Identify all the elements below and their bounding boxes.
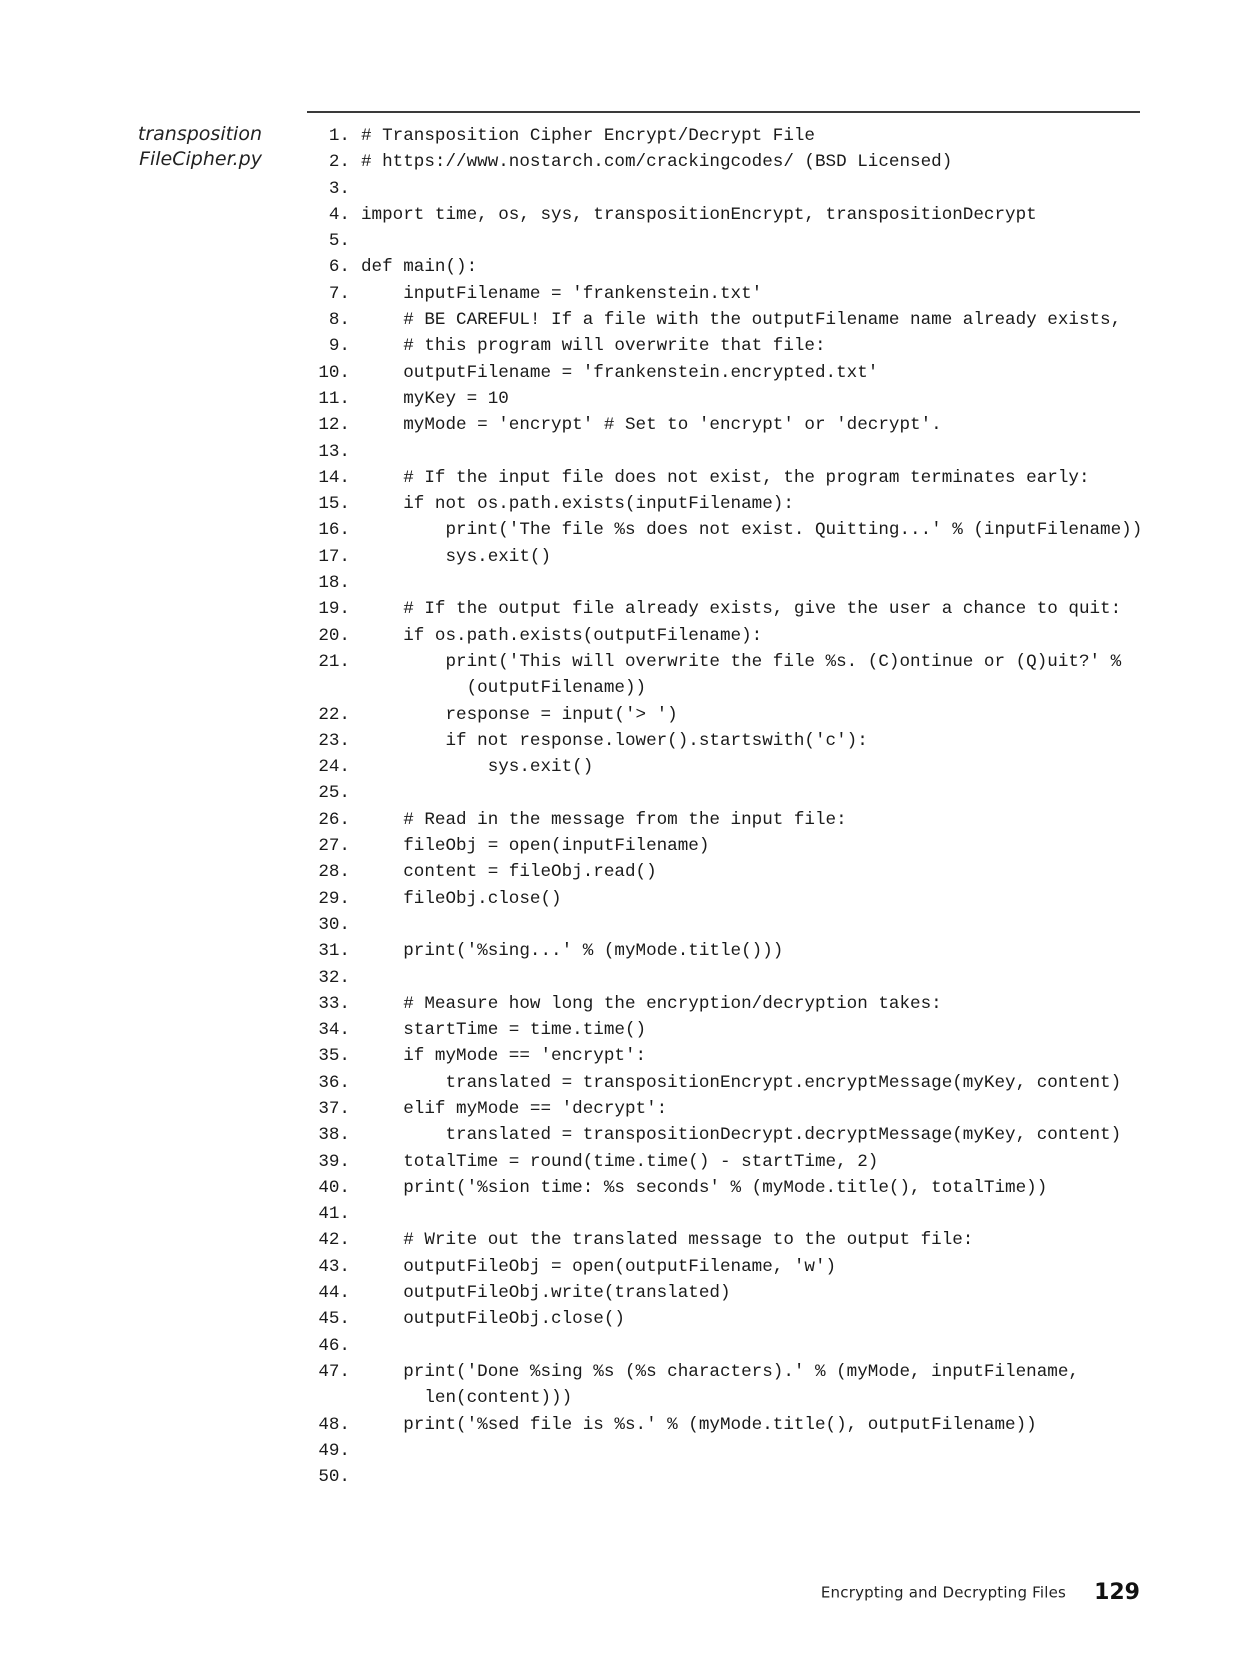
line-number: 35.: [318, 1046, 350, 1067]
line-text: inputFilename = 'frankenstein.txt': [361, 283, 763, 304]
line-number: 33.: [318, 993, 350, 1014]
code-line: [300, 1227, 1160, 1253]
line-text: content = fileObj.read(): [361, 862, 657, 883]
line-text: outputFileObj.close(): [361, 1309, 625, 1330]
code-line: [300, 544, 1160, 570]
line-source: [350, 1149, 878, 1175]
line-source: [350, 465, 1090, 491]
line-number: 18.: [318, 573, 350, 594]
code-line: [300, 780, 1160, 806]
line-number: 47.: [318, 1361, 350, 1382]
line-source: [350, 807, 847, 833]
line-source: [350, 360, 878, 386]
code-line: [300, 570, 1160, 596]
running-footer-chapter-title: Encrypting and Decrypting Files: [820, 1583, 1067, 1602]
code-line: [300, 517, 1160, 543]
line-text: print('%sed file is %s.' % (myMode.title(), outputFilename)): [361, 1414, 1037, 1435]
code-line: [300, 1201, 1160, 1227]
filename-line-1: transposition: [137, 123, 262, 145]
line-number: 21.: [318, 651, 350, 672]
line-number: 39.: [318, 1151, 350, 1172]
line-text: # https://www.nostarch.com/crackingcodes/ (BSD Licensed): [361, 152, 953, 173]
line-number: 11.: [318, 388, 350, 409]
code-line: [300, 1043, 1160, 1069]
code-line: [300, 807, 1160, 833]
line-number: 27.: [318, 836, 350, 857]
line-source: [350, 649, 1121, 702]
line-source: [350, 1464, 361, 1490]
line-number: 48.: [318, 1414, 350, 1435]
line-source: [350, 991, 942, 1017]
code-line: [300, 886, 1160, 912]
line-text: if myMode == 'encrypt':: [361, 1046, 647, 1067]
line-source: [350, 859, 657, 885]
line-text: outputFileObj.write(translated): [361, 1283, 731, 1304]
line-source: [350, 1412, 1037, 1438]
code-line: [300, 1333, 1160, 1359]
line-source: [350, 570, 361, 596]
line-number: 40.: [318, 1177, 350, 1198]
code-line: [300, 149, 1160, 175]
code-line: [300, 1280, 1160, 1306]
line-continuation: (outputFilename)): [361, 678, 647, 699]
line-text: # Read in the message from the input file:: [361, 809, 847, 830]
line-number: 46.: [318, 1335, 350, 1356]
line-number: 1.: [328, 126, 350, 146]
line-number: 14.: [318, 467, 350, 488]
code-line: [300, 360, 1160, 386]
line-text: print('Done %sing %s (%s characters).' % (myMode, inputFilename,: [361, 1361, 1079, 1382]
line-number: 24.: [318, 757, 350, 778]
line-source: [350, 412, 942, 438]
line-text: # this program will overwrite that file:: [361, 336, 826, 357]
line-text: fileObj = open(inputFilename): [361, 836, 710, 857]
line-number: 25.: [318, 783, 350, 804]
code-line: [300, 623, 1160, 649]
line-source: [350, 1122, 1121, 1148]
line-source: [350, 149, 952, 175]
filename-line-2: FileCipher.py: [139, 148, 262, 170]
line-source: [350, 833, 709, 859]
line-text: sys.exit(): [361, 757, 594, 778]
line-text: import time, os, sys, transpositionEncrypt, transpositionDecrypt: [361, 204, 1037, 225]
line-number: 50.: [318, 1467, 350, 1488]
line-source: [350, 623, 762, 649]
line-text: # If the output file already exists, give the user a chance to quit:: [361, 599, 1122, 620]
line-text: if not os.path.exists(inputFilename):: [361, 494, 794, 515]
line-source: [350, 1333, 361, 1359]
line-text: print('This will overwrite the file %s. (C)ontinue or (Q)uit?' %: [361, 651, 1122, 672]
line-number: 2.: [328, 152, 350, 173]
line-source: [350, 1227, 973, 1253]
line-source: [350, 333, 826, 359]
line-source: [350, 1280, 731, 1306]
line-source: [350, 1175, 1047, 1201]
line-number: 19.: [318, 599, 350, 620]
line-text: print('The file %s does not exist. Quitting...' % (inputFilename)): [361, 520, 1143, 541]
line-source: [350, 1096, 667, 1122]
line-number: 36.: [318, 1072, 350, 1093]
code-listing: [300, 123, 1160, 1490]
line-text: if os.path.exists(outputFilename):: [361, 625, 763, 646]
code-line: [300, 1306, 1160, 1332]
line-text: startTime = time.time(): [361, 1020, 647, 1041]
line-number: 29.: [318, 888, 350, 909]
line-source: [350, 728, 868, 754]
code-line: [300, 123, 1160, 149]
code-line: [300, 833, 1160, 859]
line-number: 37.: [318, 1098, 350, 1119]
line-source: [350, 886, 562, 912]
line-text: outputFilename = 'frankenstein.encrypted.txt': [361, 362, 879, 383]
code-line: [300, 1017, 1160, 1043]
code-line: [300, 859, 1160, 885]
code-line: [300, 386, 1160, 412]
code-line: [300, 649, 1160, 702]
code-line: [300, 965, 1160, 991]
code-line: [300, 1096, 1160, 1122]
line-number: 41.: [318, 1204, 350, 1225]
line-source: [350, 754, 593, 780]
code-line: [300, 912, 1160, 938]
line-number: 20.: [318, 625, 350, 646]
line-source: [350, 1254, 836, 1280]
line-number: 3.: [328, 178, 350, 199]
code-line: [300, 439, 1160, 465]
line-text: translated = transpositionDecrypt.decryptMessage(myKey, content): [361, 1125, 1122, 1146]
page-number: 129: [1094, 1580, 1140, 1605]
line-number: 16.: [318, 520, 350, 541]
line-source: [350, 938, 783, 964]
code-line: [300, 1464, 1160, 1490]
line-number: 9.: [328, 336, 350, 357]
line-source: [350, 202, 1037, 228]
line-number: 5.: [328, 231, 350, 252]
line-number: 6.: [328, 257, 350, 278]
page-footer: [700, 1580, 1140, 1605]
line-source: [350, 254, 477, 280]
code-line: [300, 754, 1160, 780]
line-text: sys.exit(): [361, 546, 552, 567]
line-text: print('%sion time: %s seconds' % (myMode.title(), totalTime)): [361, 1177, 1048, 1198]
code-line: [300, 202, 1160, 228]
line-text: print('%sing...' % (myMode.title())): [361, 941, 784, 962]
line-number: 30.: [318, 914, 350, 935]
line-text: # Write out the translated message to the output file:: [361, 1230, 974, 1251]
line-number: 42.: [318, 1230, 350, 1251]
line-text: def main():: [361, 257, 478, 278]
line-number: 34.: [318, 1020, 350, 1041]
line-text: fileObj.close(): [361, 888, 562, 909]
line-source: [350, 544, 551, 570]
line-text: response = input('> '): [361, 704, 678, 725]
line-text: myMode = 'encrypt' # Set to 'encrypt' or 'decrypt'.: [361, 415, 942, 436]
code-line: [300, 412, 1160, 438]
line-text: totalTime = round(time.time() - startTime, 2): [361, 1151, 879, 1172]
line-text: # BE CAREFUL! If a file with the outputFilename name already exists,: [361, 310, 1122, 331]
code-line: [300, 491, 1160, 517]
line-source: [350, 912, 361, 938]
code-line: [300, 938, 1160, 964]
code-line: [300, 991, 1160, 1017]
line-source: [350, 386, 509, 412]
code-line: [300, 281, 1160, 307]
line-source: [350, 307, 1121, 333]
line-number: 13.: [318, 441, 350, 462]
line-source: [350, 228, 361, 254]
line-number: 26.: [318, 809, 350, 830]
line-source: [350, 281, 762, 307]
listing-top-rule: [307, 111, 1140, 113]
line-text: myKey = 10: [361, 388, 509, 409]
code-line: [300, 702, 1160, 728]
line-number: 22.: [318, 704, 350, 725]
line-source: [350, 1201, 361, 1227]
line-source: [350, 1306, 625, 1332]
code-line: [300, 1149, 1160, 1175]
line-text: translated = transpositionEncrypt.encryptMessage(myKey, content): [361, 1072, 1122, 1093]
line-text: # Transposition Cipher Encrypt/Decrypt File: [361, 126, 815, 146]
line-number: 4.: [328, 204, 350, 225]
line-number: 23.: [318, 730, 350, 751]
line-number: 8.: [328, 310, 350, 331]
line-source: [350, 965, 361, 991]
line-source: [350, 702, 678, 728]
line-number: 38.: [318, 1125, 350, 1146]
line-text: # If the input file does not exist, the program terminates early:: [361, 467, 1090, 488]
line-number: 31.: [318, 941, 350, 962]
code-line: [300, 596, 1160, 622]
line-number: 7.: [328, 283, 350, 304]
line-text: if not response.lower().startswith('c'):: [361, 730, 868, 751]
code-line: [300, 1412, 1160, 1438]
line-source: [350, 439, 361, 465]
line-number: 49.: [318, 1440, 350, 1461]
line-source: [350, 1359, 1079, 1412]
code-line: [300, 1175, 1160, 1201]
code-line: [300, 228, 1160, 254]
line-continuation: len(content))): [361, 1388, 573, 1409]
line-source: [350, 517, 1142, 543]
line-number: 45.: [318, 1309, 350, 1330]
line-number: 12.: [318, 415, 350, 436]
code-line: [300, 1359, 1160, 1412]
line-number: 28.: [318, 862, 350, 883]
line-number: 17.: [318, 546, 350, 567]
code-line: [300, 1254, 1160, 1280]
code-line: [300, 307, 1160, 333]
line-source: [350, 1043, 646, 1069]
code-line: [300, 333, 1160, 359]
line-source: [350, 1017, 646, 1043]
line-source: [350, 1070, 1121, 1096]
line-source: [350, 780, 361, 806]
listing-filename-label: [100, 122, 262, 172]
code-line: [300, 254, 1160, 280]
line-number: 15.: [318, 494, 350, 515]
code-line: [300, 1122, 1160, 1148]
line-source: [350, 596, 1121, 622]
line-text: elif myMode == 'decrypt':: [361, 1098, 668, 1119]
code-line: [300, 465, 1160, 491]
line-source: [350, 123, 815, 149]
line-text: outputFileObj = open(outputFilename, 'w'): [361, 1256, 837, 1277]
code-line: [300, 728, 1160, 754]
line-text: # Measure how long the encryption/decryption takes:: [361, 993, 942, 1014]
code-line: [300, 1070, 1160, 1096]
line-number: 32.: [318, 967, 350, 988]
code-line: [300, 176, 1160, 202]
line-number: 44.: [318, 1283, 350, 1304]
line-number: 43.: [318, 1256, 350, 1277]
line-source: [350, 1438, 361, 1464]
line-source: [350, 491, 794, 517]
line-source: [350, 176, 361, 202]
line-number: 10.: [318, 362, 350, 383]
code-line: [300, 1438, 1160, 1464]
